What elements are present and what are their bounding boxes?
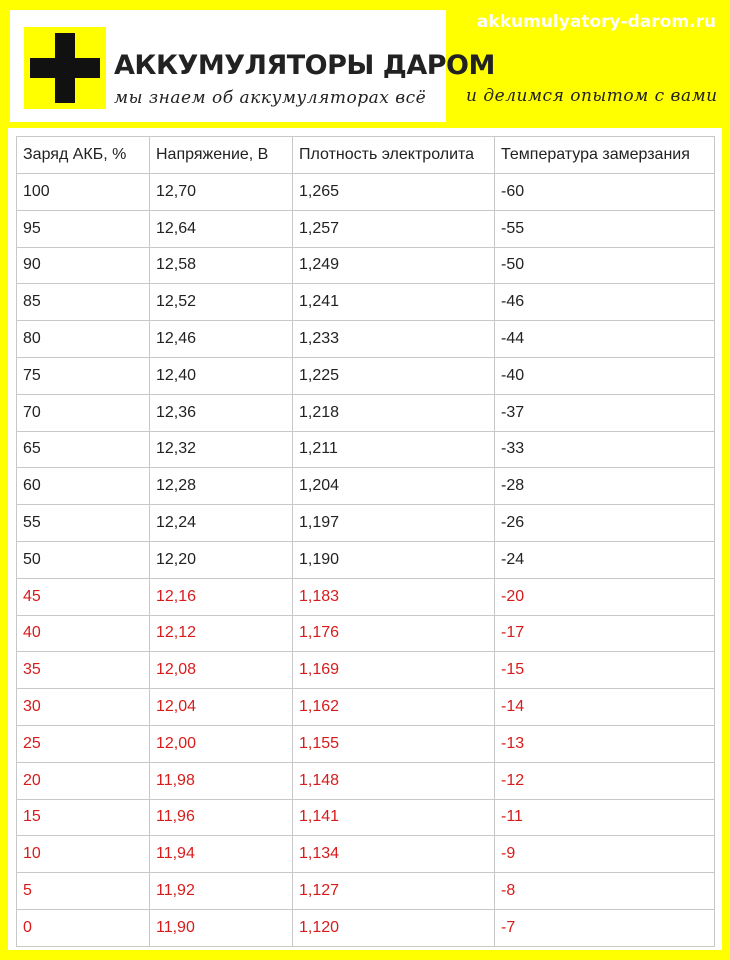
table-row [17,505,715,542]
cell-charge: 95 [17,210,150,247]
cell-density: 1,176 [293,615,495,652]
cell-voltage: 11,98 [150,762,293,799]
cell-density: 1,134 [293,836,495,873]
cell-density: 1,265 [293,174,495,211]
cell-charge: 40 [17,615,150,652]
cell-freeze: -9 [495,836,715,873]
table-row [17,357,715,394]
cell-voltage: 11,92 [150,873,293,910]
cell-charge: 75 [17,357,150,394]
cell-density: 1,211 [293,431,495,468]
cell-voltage: 12,40 [150,357,293,394]
cell-density: 1,257 [293,210,495,247]
cell-charge: 5 [17,873,150,910]
table-row [17,909,715,946]
cell-voltage: 12,52 [150,284,293,321]
cell-charge: 10 [17,836,150,873]
cell-freeze: -44 [495,321,715,358]
table-row [17,578,715,615]
cell-freeze: -40 [495,357,715,394]
cell-density: 1,233 [293,321,495,358]
cell-voltage: 11,94 [150,836,293,873]
table-row [17,836,715,873]
cell-freeze: -33 [495,431,715,468]
cell-density: 1,120 [293,909,495,946]
table-row [17,615,715,652]
cell-density: 1,155 [293,725,495,762]
cell-charge: 85 [17,284,150,321]
cell-charge: 50 [17,541,150,578]
cell-density: 1,225 [293,357,495,394]
cell-freeze: -50 [495,247,715,284]
cell-voltage: 12,00 [150,725,293,762]
battery-charge-table [16,136,715,947]
cell-freeze: -20 [495,578,715,615]
cell-freeze: -55 [495,210,715,247]
table-row [17,210,715,247]
cell-freeze: -28 [495,468,715,505]
cell-charge: 35 [17,652,150,689]
cell-voltage: 12,64 [150,210,293,247]
cell-charge: 20 [17,762,150,799]
cell-density: 1,204 [293,468,495,505]
column-header-freeze: Температура замерзания [495,137,715,174]
cell-freeze: -12 [495,762,715,799]
table-row [17,873,715,910]
cell-voltage: 11,96 [150,799,293,836]
cell-charge: 15 [17,799,150,836]
cell-charge: 45 [17,578,150,615]
cell-freeze: -8 [495,873,715,910]
table-header-row [17,137,715,174]
column-header-charge: Заряд АКБ, % [17,137,150,174]
cell-voltage: 12,70 [150,174,293,211]
column-header-density: Плотность электролита [293,137,495,174]
cell-voltage: 11,90 [150,909,293,946]
cell-freeze: -46 [495,284,715,321]
cell-density: 1,197 [293,505,495,542]
table-panel [8,128,722,950]
cell-density: 1,190 [293,541,495,578]
cell-voltage: 12,36 [150,394,293,431]
logo[interactable] [10,10,495,122]
brand-tagline: мы знаем об аккумуляторах всё [114,88,427,108]
cell-voltage: 12,28 [150,468,293,505]
cell-charge: 65 [17,431,150,468]
table-row [17,394,715,431]
table-row [17,431,715,468]
column-header-voltage: Напряжение, В [150,137,293,174]
cell-charge: 80 [17,321,150,358]
table-row [17,762,715,799]
cell-density: 1,141 [293,799,495,836]
cell-freeze: -24 [495,541,715,578]
cell-charge: 0 [17,909,150,946]
cell-density: 1,162 [293,689,495,726]
cell-density: 1,249 [293,247,495,284]
table-row [17,541,715,578]
cell-voltage: 12,16 [150,578,293,615]
cell-freeze: -13 [495,725,715,762]
cell-voltage: 12,46 [150,321,293,358]
cell-charge: 55 [17,505,150,542]
cell-voltage: 12,24 [150,505,293,542]
cell-density: 1,183 [293,578,495,615]
cell-voltage: 12,32 [150,431,293,468]
cell-freeze: -37 [495,394,715,431]
table-row [17,247,715,284]
site-url[interactable]: akkumulyatory-darom.ru [476,12,716,32]
cell-voltage: 12,12 [150,615,293,652]
cell-charge: 25 [17,725,150,762]
plus-icon [24,27,106,109]
cell-freeze: -60 [495,174,715,211]
cell-density: 1,169 [293,652,495,689]
brand-name: АККУМУЛЯТОРЫ ДАРОМ [114,50,495,81]
cell-charge: 70 [17,394,150,431]
cell-charge: 30 [17,689,150,726]
table-row [17,652,715,689]
table-row [17,689,715,726]
cell-density: 1,241 [293,284,495,321]
table-row [17,725,715,762]
cell-freeze: -14 [495,689,715,726]
cell-charge: 90 [17,247,150,284]
cell-voltage: 12,08 [150,652,293,689]
cell-density: 1,218 [293,394,495,431]
table-row [17,321,715,358]
cell-density: 1,148 [293,762,495,799]
cell-voltage: 12,04 [150,689,293,726]
table-row [17,468,715,505]
table-row [17,284,715,321]
cell-charge: 100 [17,174,150,211]
cell-voltage: 12,20 [150,541,293,578]
cell-freeze: -11 [495,799,715,836]
cell-freeze: -7 [495,909,715,946]
table-row [17,174,715,211]
cell-freeze: -15 [495,652,715,689]
table-row [17,799,715,836]
cell-freeze: -26 [495,505,715,542]
header-slogan: и делимся опытом с вами [466,86,718,106]
cell-freeze: -17 [495,615,715,652]
table-body [17,174,715,947]
cell-voltage: 12,58 [150,247,293,284]
cell-charge: 60 [17,468,150,505]
cell-density: 1,127 [293,873,495,910]
